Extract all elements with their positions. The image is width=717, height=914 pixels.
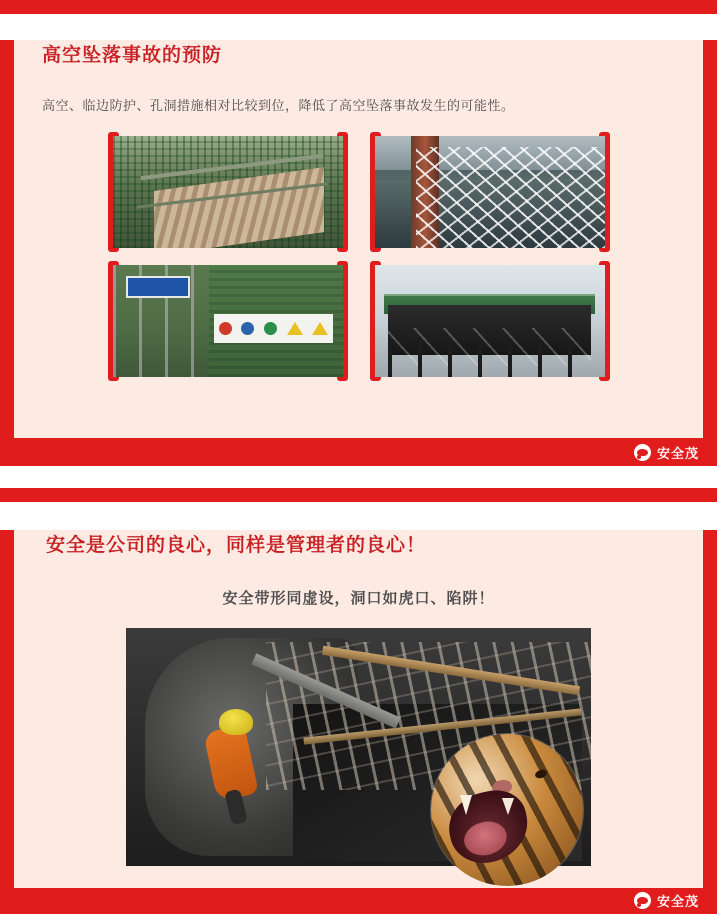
slide2-left-red-bar xyxy=(0,530,14,888)
slide1-photo-grid xyxy=(113,136,605,377)
photo-edge-guardrail xyxy=(375,265,605,377)
photo-scaffold-walkway xyxy=(113,136,343,248)
photo-frame-safety-signboards xyxy=(113,265,343,377)
slide2-watermark-label: 安全茂 xyxy=(656,894,699,909)
warning-icon-mandatory xyxy=(241,322,254,335)
slide1-bottom-band xyxy=(0,438,717,466)
slide-1 xyxy=(0,40,717,438)
slide2-title: 安全是公司的良心，同样是管理者的良心！ xyxy=(46,535,427,556)
warning-icon-caution-1 xyxy=(287,322,303,335)
rebar-web-texture xyxy=(416,147,605,248)
tiger-fang-left xyxy=(460,795,472,815)
slide2-subtitle: 安全带形同虚设，洞口如虎口、陷阱！ xyxy=(222,590,495,607)
slide1-left-red-bar xyxy=(0,40,14,438)
slide2-top-band xyxy=(0,488,717,502)
photo-tiger-mouth xyxy=(431,734,583,886)
wechat-logo-icon xyxy=(634,892,651,909)
blue-safety-passage-sign xyxy=(126,276,190,298)
slide2-photo-area xyxy=(126,628,591,866)
slide1-right-red-bar xyxy=(703,40,717,438)
slide2-watermark xyxy=(634,891,699,910)
warning-icon-info xyxy=(264,322,277,335)
slide1-watermark xyxy=(634,443,699,462)
photo-frame-rebar-scaffold xyxy=(375,136,605,248)
slide-separator xyxy=(0,466,717,488)
slide1-watermark-label: 安全茂 xyxy=(656,446,699,461)
safety-warning-boards xyxy=(214,314,334,343)
photo-frame-scaffold-walkway xyxy=(113,136,343,248)
photo-rebar-scaffold xyxy=(375,136,605,248)
tiger-fang-right xyxy=(502,798,514,815)
slide1-top-band xyxy=(0,0,717,14)
photo-safety-signboards xyxy=(113,265,343,377)
wechat-logo-icon xyxy=(634,444,651,461)
slide2-bottom-band xyxy=(0,888,717,914)
slide-2 xyxy=(0,530,717,888)
warning-icon-caution-2 xyxy=(312,322,328,335)
slide2-right-red-bar xyxy=(703,530,717,888)
slide1-paragraph: 高空、临边防护、孔洞措施相对比较到位，降低了高空坠落事故发生的可能性。 xyxy=(42,98,515,113)
photo-frame-edge-guardrail xyxy=(375,265,605,377)
slide1-title: 高空坠落事故的预防 xyxy=(42,45,223,66)
support-legs xyxy=(388,343,590,377)
warning-icon-prohibition xyxy=(219,322,232,335)
worker-yellow-helmet xyxy=(219,709,253,735)
